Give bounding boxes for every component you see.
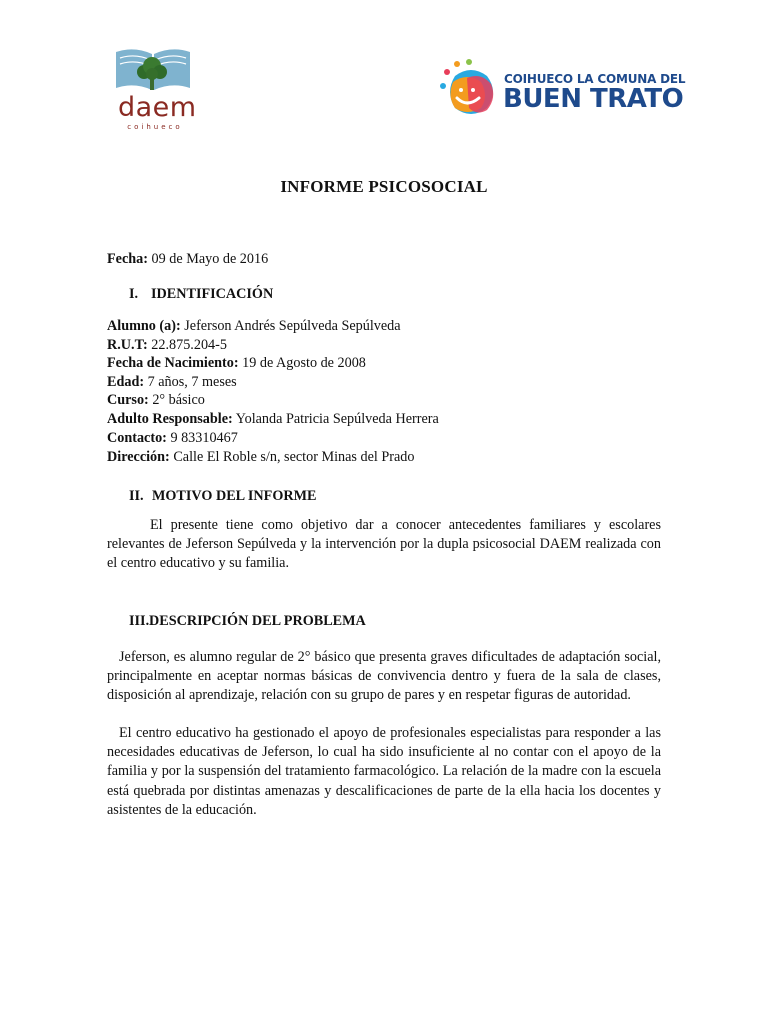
field-value: Yolanda Patricia Sepúlveda Herrera (232, 411, 439, 427)
field-value: 22.875.204-5 (147, 337, 227, 353)
section-3-number: III. (129, 613, 150, 629)
field-value: 7 años, 7 meses (144, 374, 237, 390)
section-3-paragraph-1: Jeferson, es alumno regular de 2° básico que presenta graves dificultades de adaptación social, principalmente en aceptar normas básicas de convivencia dentro y fuera de la sala de clases, disposición al aprendizaje, relación con su grupo de pares y en respetar figuras de autoridad. (107, 649, 661, 704)
field-edad (107, 373, 237, 391)
field-label: Fecha de Nacimiento: (107, 355, 239, 371)
field-direccion (107, 448, 414, 466)
daem-logo (108, 44, 198, 136)
section-1-title: IDENTIFICACIÓN (151, 286, 274, 302)
field-value: Calle El Roble s/n, sector Minas del Prado (169, 449, 415, 465)
section-1-number: I. (129, 286, 139, 302)
field-label: Contacto: (107, 430, 167, 446)
buen-trato-line1: COIHUECO LA COMUNA DEL (504, 72, 686, 86)
daem-wordmark: daem (118, 92, 197, 123)
section-2-paragraph: El presente tiene como objetivo dar a conocer antecedentes familiares y escolares relevantes de Jeferson Sepúlveda y la intervención por la dupla psicosocial DAEM realizada con el centro educativo y su familia. (107, 517, 661, 572)
field-value: Jeferson Andrés Sepúlveda Sepúlveda (180, 318, 401, 334)
field-label: Dirección: (107, 449, 170, 465)
buen-trato-line2: BUEN TRATO (503, 84, 684, 114)
section-3-title: DESCRIPCIÓN DEL PROBLEMA (149, 613, 366, 629)
fecha-label: Fecha: (107, 251, 148, 267)
field-value: 19 de Agosto de 2008 (238, 355, 366, 371)
field-contacto (107, 429, 238, 447)
field-label: Edad: (107, 374, 145, 390)
field-label: R.U.T: (107, 337, 148, 353)
section-3-paragraph-2: El centro educativo ha gestionado el apoyo de profesionales especialistas para responder a las necesidades educativas de Jeferson, lo cual ha sido insuficiente al no contar con el apoyo de la familia y por la suspensión del tratamiento farmacológico. La relación de la madre con la escuela está quebrada por distintas amenazas y descalificaciones de parte de la ella hacia los docentes y asistentes de la educación. (107, 725, 661, 818)
fecha-value: 09 de Mayo de 2016 (147, 251, 269, 267)
field-curso (107, 391, 205, 409)
field-alumno (107, 317, 401, 335)
field-rut (107, 336, 227, 354)
field-label: Adulto Responsable: (107, 411, 233, 427)
field-label: Curso: (107, 392, 149, 408)
section-2-number: II. (129, 488, 144, 504)
section-2-title: MOTIVO DEL INFORME (152, 488, 317, 504)
field-value: 9 83310467 (166, 430, 238, 446)
field-label: Alumno (a): (107, 318, 181, 334)
field-value: 2° básico (148, 392, 205, 408)
field-fecha-nacimiento (107, 354, 366, 372)
buen-trato-logo (437, 58, 686, 124)
fecha-line (107, 250, 268, 268)
smiley-blob-icon (437, 58, 503, 124)
daem-subtitle: coihueco (127, 123, 183, 131)
field-adulto-responsable (107, 410, 439, 428)
document-title: INFORME PSICOSOCIAL (280, 177, 488, 196)
